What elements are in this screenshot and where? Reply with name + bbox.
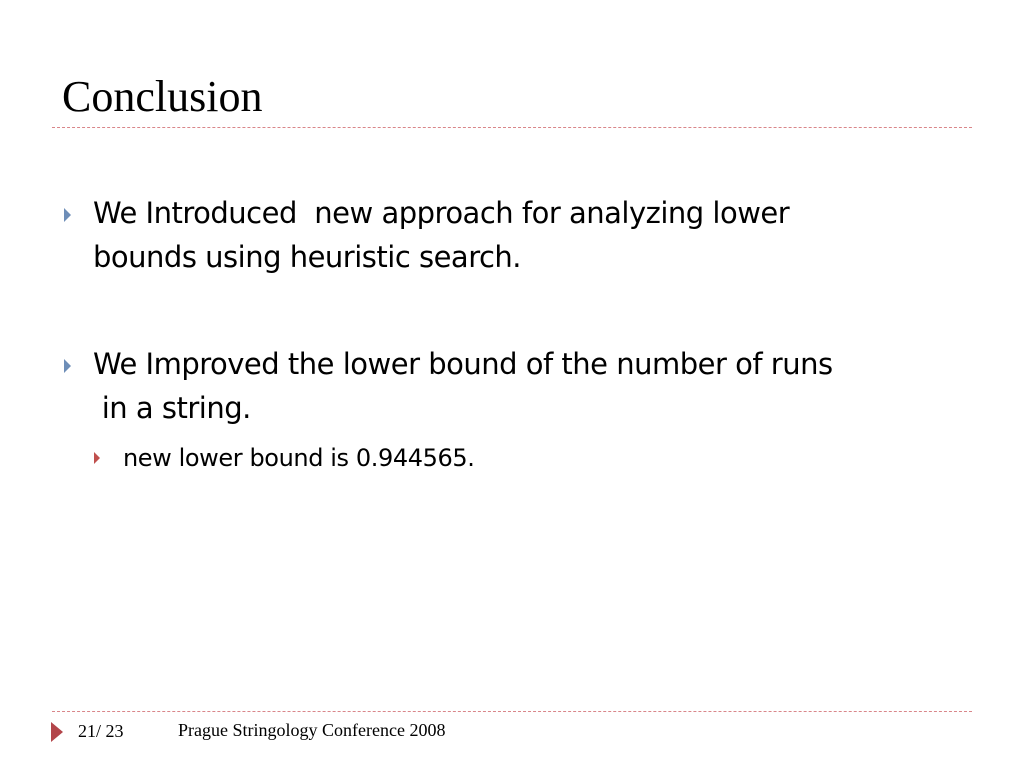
bullet-line: We Introduced new approach for analyzing lower <box>93 196 790 230</box>
page-total: 23 <box>105 721 124 741</box>
page-separator: / <box>96 721 106 741</box>
footer-triangle-icon <box>51 722 63 742</box>
bullet-line: We Improved the lower bound of the number of runs <box>93 347 833 381</box>
title-divider <box>52 127 972 128</box>
bullet-text <box>93 342 833 430</box>
footer-divider <box>52 711 972 712</box>
slide-title: Conclusion <box>62 72 263 121</box>
bullet-text <box>93 191 789 279</box>
page-current: 21 <box>78 721 96 741</box>
triangle-bullet-icon <box>64 208 71 222</box>
triangle-bullet-icon <box>64 359 71 373</box>
triangle-sub-bullet-icon <box>94 452 100 464</box>
bullet-line: in a string. <box>93 391 251 425</box>
sub-bullet-text: new lower bound is 0.944565. <box>123 444 475 472</box>
footer-conference: Prague Stringology Conference 2008 <box>178 720 446 740</box>
bullet-line: bounds using heuristic search. <box>93 240 522 274</box>
page-number <box>78 719 124 743</box>
